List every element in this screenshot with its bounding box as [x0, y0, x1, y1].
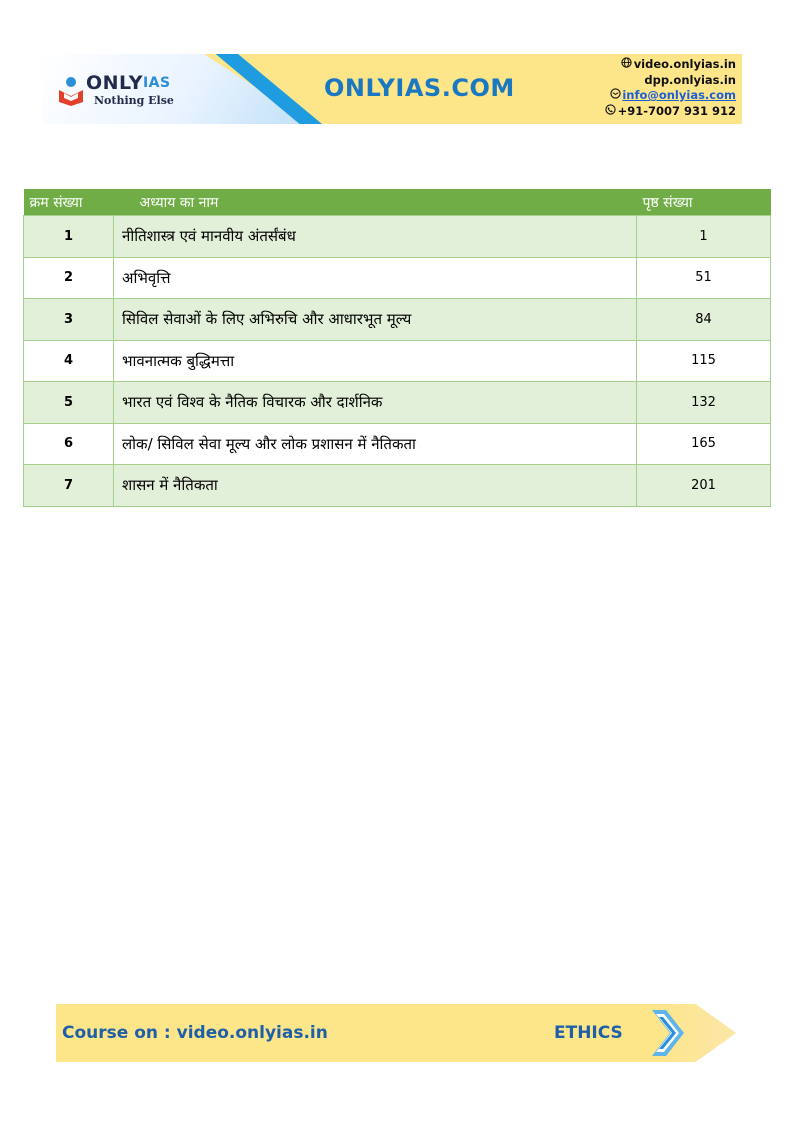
footer-banner: [56, 1004, 736, 1062]
contact-video: [605, 57, 736, 73]
chapter-title[interactable]: भावनात्मक बुद्धिमत्ता: [114, 340, 637, 382]
video-link[interactable]: video.onlyias.in: [633, 57, 736, 71]
row-number: 3: [24, 299, 114, 341]
contact-email: [605, 88, 736, 104]
chevron-right-icon: [648, 1008, 688, 1058]
row-number: 7: [24, 465, 114, 507]
table-row[interactable]: [24, 382, 771, 424]
email-icon: [609, 88, 621, 104]
course-link[interactable]: Course on : video.onlyias.in: [62, 1023, 328, 1043]
chapter-title[interactable]: नीतिशास्त्र एवं मानवीय अंतर्संबंध: [114, 216, 637, 258]
chapter-title[interactable]: सिविल सेवाओं के लिए अभिरुचि और आधारभूत मूल्य: [114, 299, 637, 341]
contact-phone: [605, 104, 736, 120]
logo-tagline: Nothing Else: [94, 94, 174, 107]
header-banner: [42, 54, 742, 124]
page-number: 115: [637, 340, 771, 382]
table-row[interactable]: [24, 423, 771, 465]
phone-number[interactable]: +91-7007 931 912: [617, 103, 736, 118]
subject-label: ETHICS: [554, 1023, 623, 1043]
brand-main: ONLY: [86, 72, 143, 94]
page-number: 84: [637, 299, 771, 341]
chapter-title[interactable]: अभिवृत्ति: [114, 257, 637, 299]
table-row[interactable]: [24, 340, 771, 382]
contact-dpp: [605, 73, 736, 89]
column-header-chapter: अध्याय का नाम: [114, 189, 637, 216]
row-number: 5: [24, 382, 114, 424]
page-number: 51: [637, 257, 771, 299]
brand-accent: IAS: [142, 75, 171, 91]
table-row[interactable]: [24, 216, 771, 258]
globe-icon: [621, 57, 633, 73]
row-number: 1: [24, 216, 114, 258]
onlyias-logo: [56, 72, 206, 112]
dpp-link[interactable]: dpp.onlyias.in: [644, 72, 736, 87]
table-row[interactable]: [24, 299, 771, 341]
column-header-page: पृष्ठ संख्या: [637, 189, 771, 216]
page-number: 165: [637, 423, 771, 465]
page-number: 1: [637, 216, 771, 258]
phone-icon: [605, 104, 617, 120]
row-number: 4: [24, 340, 114, 382]
site-title[interactable]: ONLYIAS.COM: [324, 74, 515, 102]
page-number: 132: [637, 382, 771, 424]
logo-mark-icon: [56, 76, 86, 106]
column-header-serial: क्रम संख्या: [24, 189, 114, 216]
email-link[interactable]: info@onlyias.com: [622, 88, 736, 102]
page-number: 201: [637, 465, 771, 507]
table-row[interactable]: [24, 465, 771, 507]
table-header-row: [24, 189, 771, 216]
chapter-title[interactable]: शासन में नैतिकता: [114, 465, 637, 507]
row-number: 2: [24, 257, 114, 299]
chapter-title[interactable]: लोक/ सिविल सेवा मूल्य और लोक प्रशासन में नैतिकता: [114, 423, 637, 465]
chapter-title[interactable]: भारत एवं विश्व के नैतिक विचारक और दार्शनिक: [114, 382, 637, 424]
contents-table: [23, 189, 771, 507]
table-row[interactable]: [24, 257, 771, 299]
contact-block: [605, 57, 736, 119]
row-number: 6: [24, 423, 114, 465]
logo-brand: [86, 72, 171, 94]
